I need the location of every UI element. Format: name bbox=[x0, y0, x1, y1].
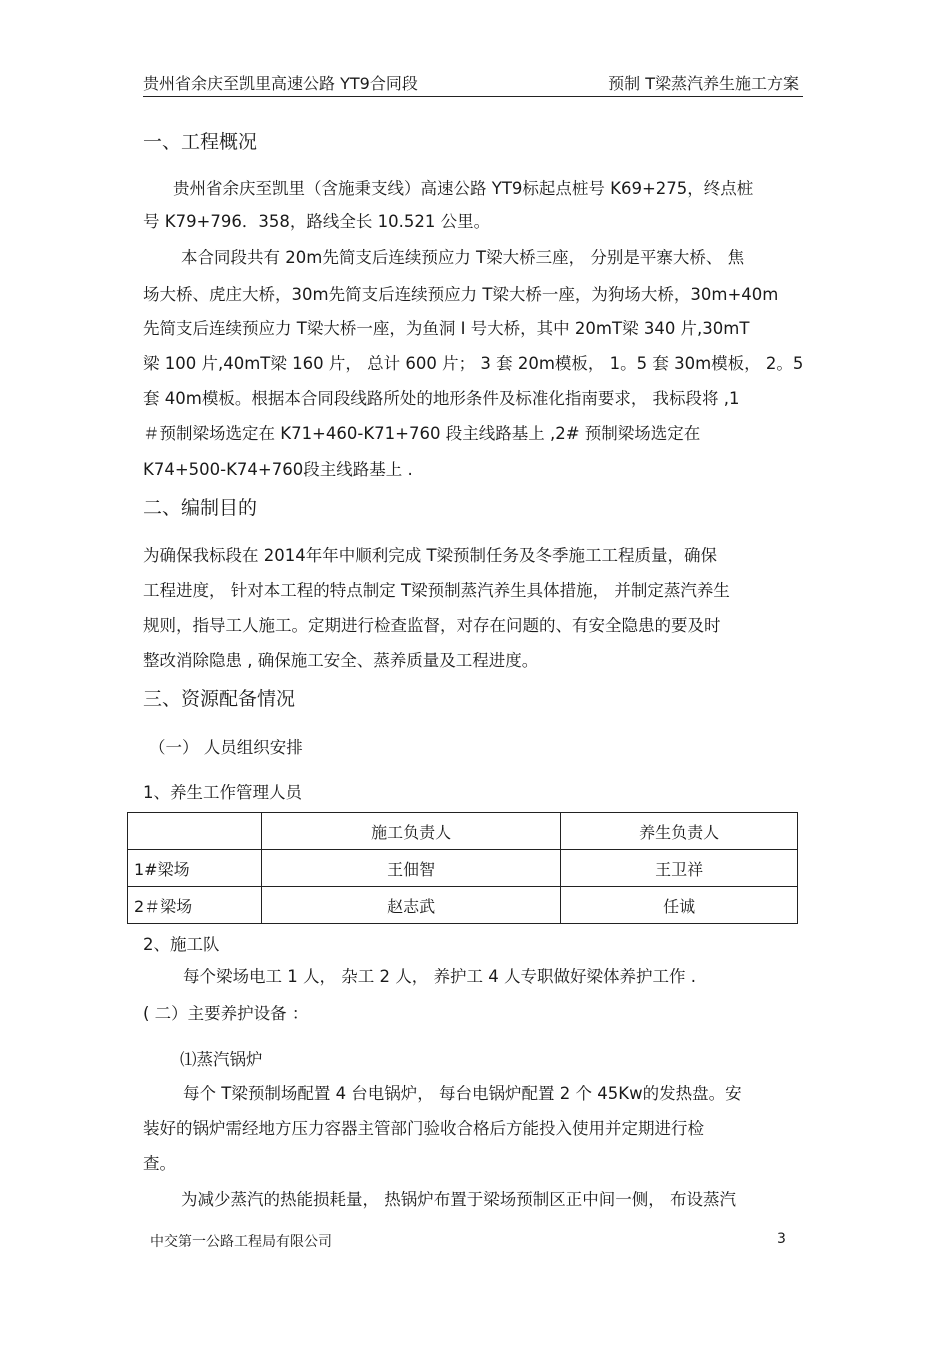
section-2-title: 二、编制目的 bbox=[143, 497, 258, 519]
subsection-2-title: ( 二）主要养护设备 ： bbox=[143, 1004, 309, 1023]
paragraph-line: 套 40m模板。根据本合同段线路所处的地形条件及标准化指南要求， 我标段将 ,1 bbox=[143, 389, 740, 408]
paragraph-line: 查。 bbox=[143, 1154, 176, 1173]
paragraph-line: 先简支后连续预应力 T梁大桥一座，为鱼洞 I 号大桥，其中 20mT梁 340 片,30mT bbox=[143, 319, 750, 338]
table-cell: 1#梁场 bbox=[128, 850, 262, 887]
equipment-title: ⑴蒸汽锅炉 bbox=[180, 1050, 263, 1069]
item-2-title: 2、施工队 bbox=[143, 935, 220, 954]
paragraph-line: 装好的锅炉需经地方压力容器主管部门验收合格后方能投入使用并定期进行检 bbox=[143, 1119, 704, 1138]
section-3-title: 三、资源配备情况 bbox=[143, 688, 296, 710]
management-staff-table bbox=[127, 812, 798, 924]
paragraph-line: 整改消除隐患 , 确保施工安全、蒸养质量及工程进度。 bbox=[143, 651, 539, 670]
table-cell: 赵志武 bbox=[261, 887, 561, 924]
paragraph-line: 号 K79+796．358，路线全长 10.521 公里。 bbox=[143, 212, 491, 231]
table-header-cell bbox=[128, 813, 262, 850]
table-cell: 任诚 bbox=[561, 887, 798, 924]
table-row bbox=[128, 887, 798, 924]
paragraph-line: 为确保我标段在 2014年年中顺利完成 T梁预制任务及冬季施工工程质量，确保 bbox=[143, 546, 718, 565]
table-header-row bbox=[128, 813, 798, 850]
section-1-title: 一、工程概况 bbox=[143, 131, 258, 153]
paragraph-line: K74+500-K74+760段主线路基上 . bbox=[143, 460, 413, 479]
footer-company: 中交第一公路工程局有限公司 bbox=[150, 1234, 332, 1250]
paragraph-line: ＃预制梁场选定在 K71+460-K71+760 段主线路基上 ,2# 预制梁场选定在 bbox=[143, 424, 701, 443]
item-1-title: 1、养生工作管理人员 bbox=[143, 783, 302, 802]
paragraph-line: 梁 100 片,40mT梁 160 片， 总计 600 片； 3 套 20m模板， 1。5 套 30m模板， 2。5 bbox=[143, 354, 804, 373]
paragraph-line: 规则，指导工人施工。定期进行检查监督，对存在问题的、有安全隐患的要及时 bbox=[143, 616, 721, 635]
table-cell: 2＃梁场 bbox=[128, 887, 262, 924]
table-header-cell: 养生负责人 bbox=[561, 813, 798, 850]
table-header-cell: 施工负责人 bbox=[261, 813, 561, 850]
page-number: 3 bbox=[777, 1231, 786, 1247]
subsection-1-title: （一） 人员组织安排 bbox=[149, 738, 303, 757]
paragraph-line: 贵州省余庆至凯里（含施秉支线）高速公路 YT9标起点桩号 K69+275，终点桩 bbox=[173, 179, 754, 198]
table-row bbox=[128, 850, 798, 887]
header-left: 贵州省余庆至凯里高速公路 YT9合同段 bbox=[143, 74, 418, 93]
paragraph-line: 本合同段共有 20m先简支后连续预应力 T梁大桥三座， 分别是平寨大桥、 焦 bbox=[181, 248, 745, 267]
paragraph-line: 工程进度， 针对本工程的特点制定 T梁预制蒸汽养生具体措施， 并制定蒸汽养生 bbox=[143, 581, 730, 600]
page-header bbox=[143, 74, 803, 97]
paragraph-line: 场大桥、虎庄大桥，30m先简支后连续预应力 T梁大桥一座，为狗场大桥，30m+40m bbox=[143, 285, 779, 304]
table-cell: 王佃智 bbox=[261, 850, 561, 887]
paragraph-line: 每个梁场电工 1 人， 杂工 2 人， 养护工 4 人专职做好梁体养护工作 . bbox=[183, 967, 696, 986]
table-cell: 王卫祥 bbox=[561, 850, 798, 887]
paragraph-line: 为减少蒸汽的热能损耗量， 热锅炉布置于梁场预制区正中间一侧， 布设蒸汽 bbox=[181, 1190, 736, 1209]
paragraph-line: 每个 T梁预制场配置 4 台电锅炉， 每台电锅炉配置 2 个 45Kw的发热盘。安 bbox=[183, 1084, 742, 1103]
header-right: 预制 T梁蒸汽养生施工方案 bbox=[608, 74, 799, 93]
